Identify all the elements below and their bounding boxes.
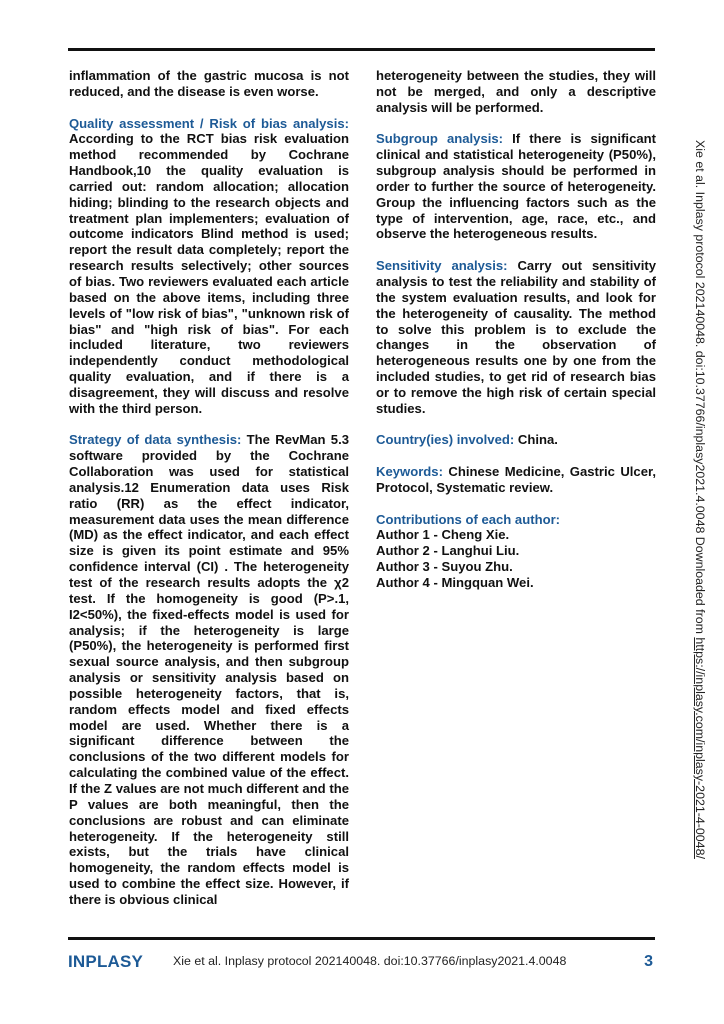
data-synthesis-body: The RevMan 5.3 software provided by the Cochrane Collaboration was used for statistical analysis.12 Enumeration data uses Risk ratio (RR) as the effect indicator, measurement data uses the mean difference (MD) as the effect indicator, and each effect size is given its point estimate and 95% confidence interval (CI) . The heterogeneity test of the research results adopts the χ2 test. If the homogeneity is good (P>.1, I2<50%), the fixed-effects model is used for analysis; if the heterogeneity is large (P50%), the heterogeneity is performed first sexual source analysis, and then subgroup analysis or sensitivity analysis based on possible heterogeneity factors, that is, random effects model and fixed effects model are used. Whether there is a significant difference between the conclusions of the two different models for calculating the combined value of the effect. If the Z values are not much different and the P values are both meaningful, then the conclusions are robust and can eliminate heterogeneity. If the heterogeneity still exists, but the trials have clinical homogeneity, the random effects model is used to combine the effect size. However, if there is obvious clinical	[69, 432, 349, 907]
subgroup-analysis-section	[376, 131, 656, 242]
data-synthesis-section	[69, 432, 349, 907]
keywords-body: Chinese Medicine, Gastric Ulcer, Protocol, Systematic review.	[376, 464, 656, 495]
quality-assessment-heading: Quality assessment / Risk of bias analysis:	[69, 115, 349, 131]
left-column	[69, 68, 349, 924]
contributions-section	[376, 512, 656, 591]
sensitivity-analysis-body: Carry out sensitivity analysis to test the reliability and stability of the system evaluation results, and look for the heterogeneity of causality. The method to solve this problem is to exclude the changes in the observation of heterogeneous results one by one from the included studies, to get rid of research bias or to remove the high risk of certain special studies.	[376, 258, 656, 416]
page-footer	[68, 950, 655, 980]
countries-body: China.	[514, 432, 558, 448]
side-download-note	[692, 140, 708, 860]
footer-rule	[68, 937, 655, 940]
subgroup-analysis-body: If there is significant clinical and statistical heterogeneity (P50%), subgroup analysis should be performed in order to further the source of heterogeneity. Group the influencing factors such as the type of intervention, age, race, etc., and observe the heterogeneous results.	[376, 131, 656, 242]
author-item: Author 2 - Langhui Liu.	[376, 543, 520, 559]
keywords-heading: Keywords:	[376, 464, 443, 480]
countries-heading: Country(ies) involved:	[376, 432, 515, 448]
subgroup-analysis-heading: Subgroup analysis:	[376, 131, 504, 147]
sensitivity-analysis-section	[376, 258, 656, 416]
sensitivity-analysis-heading: Sensitivity analysis:	[376, 258, 508, 274]
footer-citation: Xie et al. Inplasy protocol 202140048. doi:10.37766/inplasy2021.4.0048	[173, 954, 567, 968]
quality-assessment-section	[69, 116, 349, 417]
right-column	[376, 68, 656, 607]
data-synthesis-heading: Strategy of data synthesis:	[69, 432, 242, 448]
page-number: 3	[644, 953, 653, 970]
countries-section	[376, 432, 656, 448]
continuation-paragraph: heterogeneity between the studies, they will not be merged, and only a descriptive analysis will be performed.	[376, 68, 656, 115]
quality-assessment-body: According to the RCT bias risk evaluation method recommended by Cochrane Handbook,10 the quality evaluation is carried out: random allocation; allocation hiding; blinding to the research objects and treatment plan implementers; evaluation of outcome indicators Blind method is used; report the result data completely; report the research results selectively; other sources of bias. Two reviewers evaluated each article based on the above items, including three levels of "low risk of bias", "unknown risk of bias" and "high risk of bias". For each included literature, two reviewers independently conduct methodological quality evaluation, and if there is a disagreement, they will discuss and resolve with the third person.	[69, 131, 349, 416]
author-item: Author 1 - Cheng Xie.	[376, 527, 510, 543]
download-link[interactable]: https://inplasy.com/inplasy-2021-4-0048/	[693, 637, 707, 859]
contributions-heading: Contributions of each author:	[376, 511, 561, 527]
keywords-section	[376, 464, 656, 496]
journal-brand: INPLASY	[68, 952, 144, 971]
author-item: Author 4 - Mingquan Wei.	[376, 575, 534, 590]
side-note-text: Xie et al. Inplasy protocol 202140048. doi:10.37766/inplasy2021.4.0048 Downloaded from	[693, 140, 707, 638]
author-item: Author 3 - Suyou Zhu.	[376, 559, 513, 575]
continuation-paragraph: inflammation of the gastric mucosa is not reduced, and the disease is even worse.	[69, 68, 349, 99]
header-rule	[68, 48, 655, 51]
